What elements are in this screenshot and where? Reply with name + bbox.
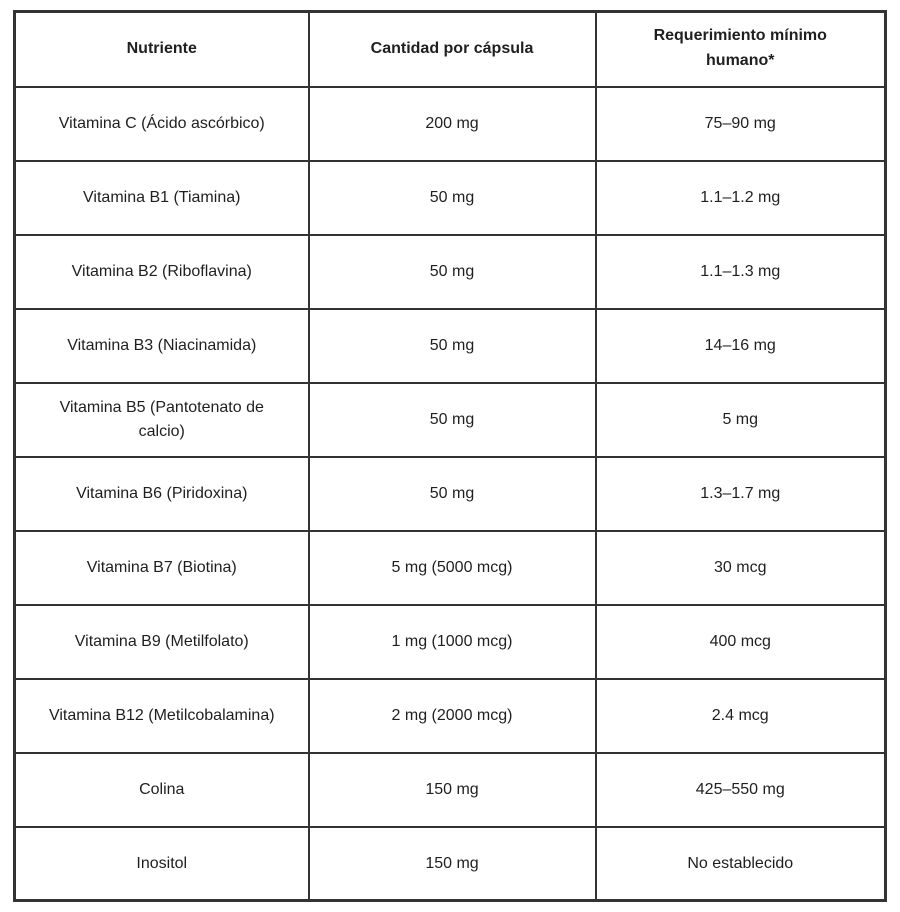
table-row — [15, 457, 886, 531]
cell-requirement: 400 mcg — [596, 605, 886, 679]
cell-requirement: 30 mcg — [596, 531, 886, 605]
cell-requirement: 425–550 mg — [596, 753, 886, 827]
cell-requirement: 1.1–1.3 mg — [596, 235, 886, 309]
column-header-amount-per-capsule: Cantidad por cápsula — [309, 12, 596, 87]
cell-amount: 50 mg — [309, 457, 596, 531]
table-row — [15, 235, 886, 309]
cell-amount: 50 mg — [309, 309, 596, 383]
cell-nutrient: Vitamina B3 (Niacinamida) — [15, 309, 309, 383]
cell-amount: 1 mg (1000 mcg) — [309, 605, 596, 679]
header-row — [15, 12, 886, 87]
cell-requirement: 1.3–1.7 mg — [596, 457, 886, 531]
nutrition-table — [13, 10, 887, 902]
cell-requirement: 1.1–1.2 mg — [596, 161, 886, 235]
cell-nutrient: Vitamina B5 (Pantotenato de calcio) — [15, 383, 309, 457]
cell-amount: 2 mg (2000 mcg) — [309, 679, 596, 753]
table-row — [15, 309, 886, 383]
cell-nutrient: Vitamina B1 (Tiamina) — [15, 161, 309, 235]
cell-requirement: 2.4 mcg — [596, 679, 886, 753]
cell-nutrient: Vitamina B7 (Biotina) — [15, 531, 309, 605]
cell-requirement: 14–16 mg — [596, 309, 886, 383]
cell-amount: 150 mg — [309, 827, 596, 901]
cell-amount: 50 mg — [309, 235, 596, 309]
table-row — [15, 531, 886, 605]
table-row — [15, 605, 886, 679]
cell-amount: 200 mg — [309, 87, 596, 161]
column-header-minimum-human-requirement: Requerimiento mínimo humano* — [596, 12, 886, 87]
cell-amount: 50 mg — [309, 161, 596, 235]
cell-amount: 50 mg — [309, 383, 596, 457]
cell-requirement: 75–90 mg — [596, 87, 886, 161]
cell-nutrient: Vitamina C (Ácido ascórbico) — [15, 87, 309, 161]
cell-nutrient: Inositol — [15, 827, 309, 901]
table-row — [15, 753, 886, 827]
table-row — [15, 161, 886, 235]
cell-amount: 5 mg (5000 mcg) — [309, 531, 596, 605]
cell-nutrient: Vitamina B12 (Metilcobalamina) — [15, 679, 309, 753]
cell-nutrient: Colina — [15, 753, 309, 827]
cell-nutrient: Vitamina B9 (Metilfolato) — [15, 605, 309, 679]
table-row — [15, 87, 886, 161]
cell-requirement: 5 mg — [596, 383, 886, 457]
column-header-nutrient: Nutriente — [15, 12, 309, 87]
cell-nutrient: Vitamina B6 (Piridoxina) — [15, 457, 309, 531]
cell-nutrient: Vitamina B2 (Riboflavina) — [15, 235, 309, 309]
table-row — [15, 679, 886, 753]
cell-amount: 150 mg — [309, 753, 596, 827]
table-row — [15, 383, 886, 457]
table-row — [15, 827, 886, 901]
cell-requirement: No establecido — [596, 827, 886, 901]
